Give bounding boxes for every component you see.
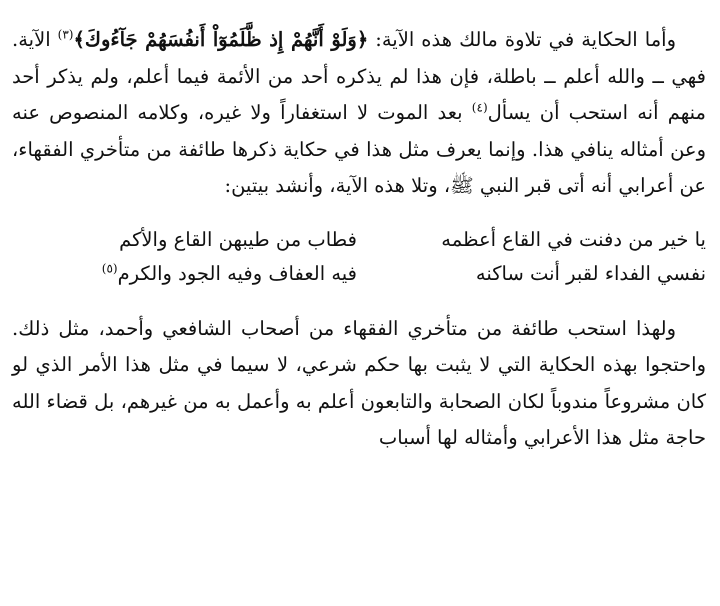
footnote-marker-4: (٤) [471, 100, 488, 115]
poem-line-1 [12, 223, 706, 257]
poem-line-2 [12, 257, 706, 291]
footnote-marker-5: (٥) [101, 261, 118, 275]
poem-line-2-first-hemistich: نفسي الفداء لقبر أنت ساكنه [475, 261, 706, 285]
quran-verse: ﴿وَلَوْ أَنَّهُمْ إِذ ظَّلَمُوٓاْ أَنفُسَهُمْ جَآءُوكَ﴾ [73, 28, 369, 51]
poem-line-1-first-hemistich: يا خير من دفنت في القاع أعظمه [441, 227, 706, 251]
paragraph-2: ولهذا استحب طائفة من متأخري الفقهاء من أصحاب الشافعي وأحمد، مثل ذلك. واحتجوا بهذه الحكاية التي لا يثبت بها حكم شرعي، لا سيما في مثل هذا الأمر الذي لو كان مشروعاً مندوباً لكان الصحابة والتابعون أعلم به وأعمل به من غيرهم، بل قضاء الله حاجة مثل هذا الأعرابي وأمثاله لها أسباب [12, 316, 706, 449]
poem-line-2-second-hemistich [12, 257, 357, 291]
poem-line-1-second-hemistich: فطاب من طيبهن القاع والأكم [119, 227, 357, 251]
poem [12, 223, 706, 291]
footnote-marker-3: (٣) [57, 27, 74, 42]
poem-line-2-second-hemistich-text: فيه العفاف وفيه الجود والكرم [117, 261, 357, 285]
paragraph-1-tail: بعد الموت لا استغفاراً ولا غيره، وكلامه المنصوص عنه وعن أمثاله ينافي هذا. وإنما يعرف مثل هذا في حكاية ذكرها طائفة من متأخري الفقهاء، عن أعرابي أنه أتى قبر النبي ﷺ، وتلا هذه الآية، وأنشد بيتين: [12, 101, 706, 197]
paragraph-1 [12, 22, 706, 205]
paragraph-1-mid: الآية. فهي ــ والله أعلم ــ باطلة، فإن هذا لم يذكره أحد من الأئمة فيما أعلم، ولم يذكر أحد منهم أنه استحب أن يسأل [12, 28, 707, 124]
paragraph-1-lead: وأما الحكاية في تلاوة مالك هذه الآية: [368, 28, 676, 51]
